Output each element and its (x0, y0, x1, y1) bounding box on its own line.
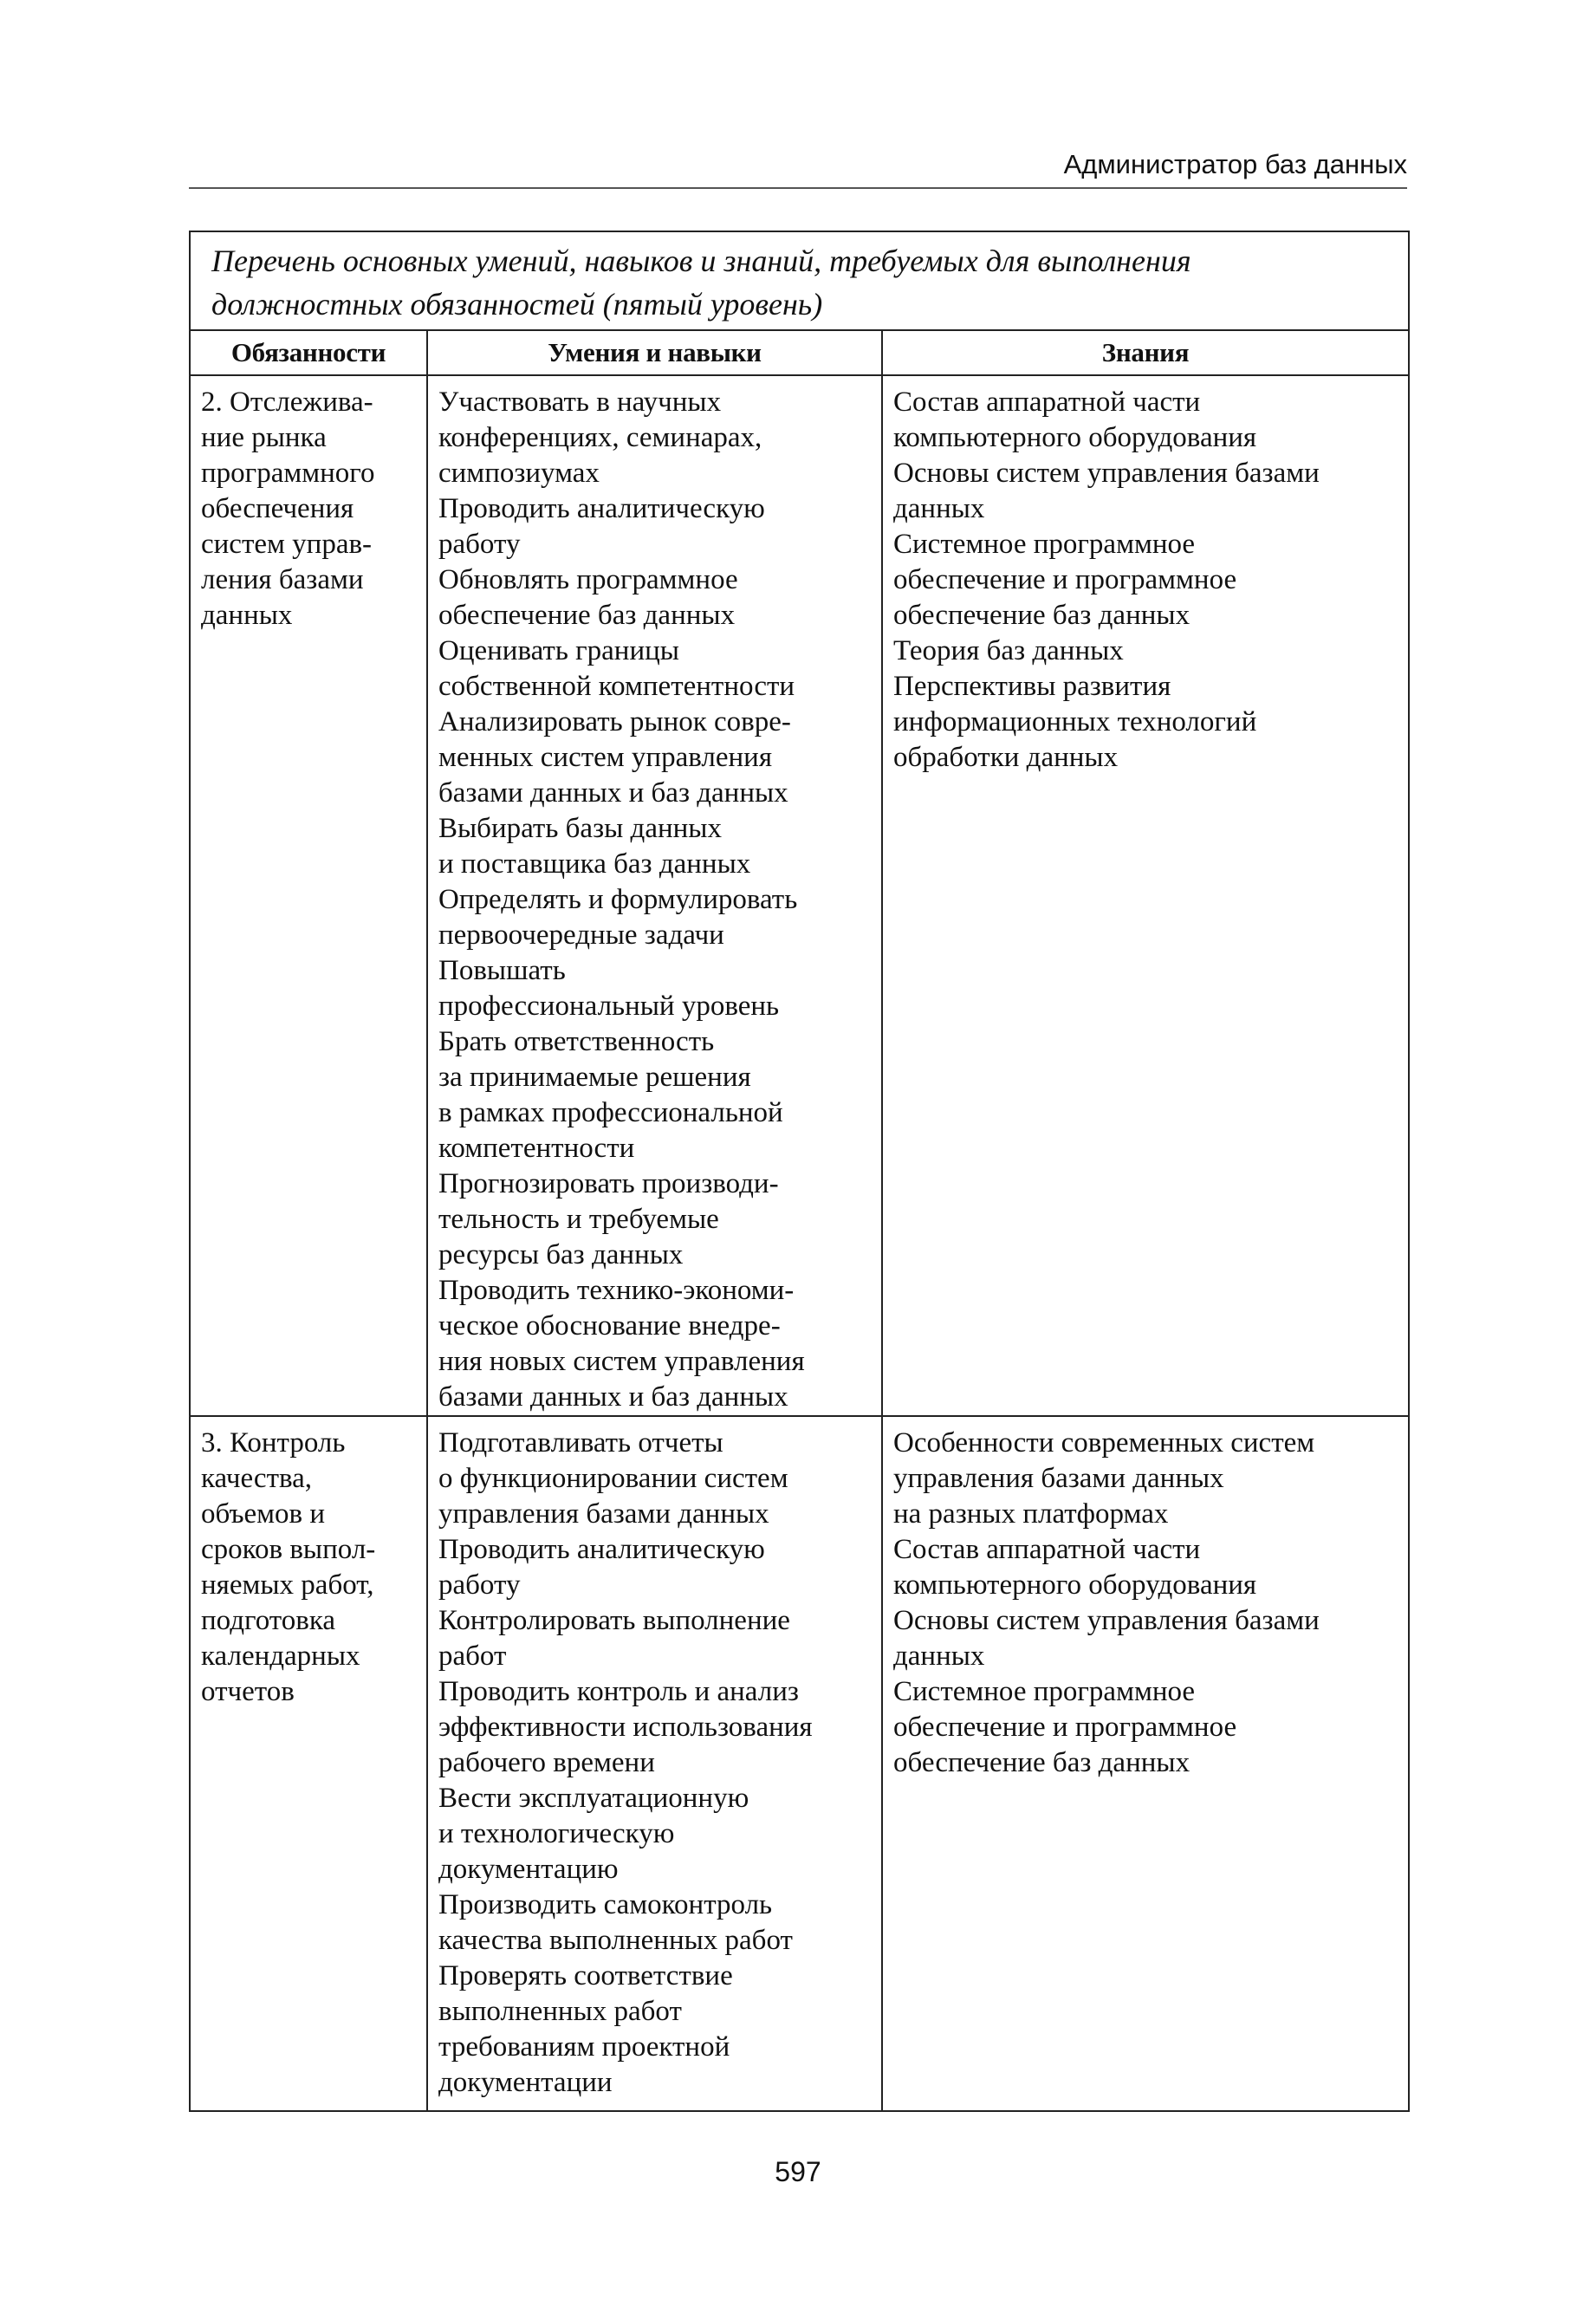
skills-table (189, 231, 1410, 2112)
cell-line: симпозиумах (438, 458, 600, 489)
knowledge-cell (882, 375, 1409, 1416)
cell-line: няемых работ, (201, 1569, 374, 1601)
cell-line: ния новых систем управления (438, 1346, 805, 1377)
table-header-row (190, 330, 1409, 375)
cell-line: компетентности (438, 1133, 635, 1164)
cell-line: документацию (438, 1854, 619, 1885)
cell-line: Брать ответственность (438, 1026, 715, 1057)
page-number: 597 (775, 2156, 821, 2187)
table-caption (190, 231, 1409, 330)
cell-line: Подготавливать отчеты (438, 1427, 723, 1459)
cell-line: Проводить контроль и анализ (438, 1676, 799, 1707)
cell-line: эффективности использования (438, 1712, 813, 1743)
skills-cell (427, 375, 882, 1416)
cell-line: Перспективы развития (893, 671, 1171, 702)
cell-line: менных систем управления (438, 742, 772, 773)
cell-line: систем управ- (201, 529, 373, 560)
cell-line: Участвовать в научных (438, 387, 722, 418)
cell-line: Проводить технико-экономи- (438, 1275, 795, 1306)
cell-line: данных (893, 493, 985, 524)
cell-line: Системное программное (893, 529, 1196, 560)
cell-line: ческое обоснование внедре- (438, 1310, 781, 1342)
column-header-knowledge: Знания (882, 330, 1409, 375)
cell-line: календарных (201, 1641, 360, 1672)
caption-line: должностных обязанностей (пятый уровень) (211, 287, 823, 322)
cell-line: Прогнозировать производи- (438, 1168, 779, 1199)
cell-line: управления базами данных (893, 1463, 1224, 1494)
cell-line: Проверять соответствие (438, 1960, 733, 1991)
cell-line: 2. Отслежива- (201, 387, 373, 418)
cell-line: Контролировать выполнение (438, 1605, 790, 1636)
header-rule (189, 187, 1407, 189)
cell-line: 3. Контроль (201, 1427, 346, 1459)
cell-line: управления базами данных (438, 1498, 769, 1530)
cell-line: сроков выпол- (201, 1534, 376, 1565)
duty-cell (190, 1416, 427, 2111)
cell-line: Обновлять программное (438, 564, 738, 595)
cell-line: и технологическую (438, 1818, 675, 1849)
cell-line: данных (893, 1641, 985, 1672)
table-row (190, 375, 1409, 1416)
cell-line: ние рынка (201, 422, 327, 453)
cell-line: работ (438, 1641, 507, 1672)
cell-line: Проводить аналитическую (438, 493, 765, 524)
table-row (190, 1416, 1409, 2111)
cell-line: обеспечение и программное (893, 564, 1237, 595)
knowledge-cell (882, 1416, 1409, 2111)
cell-line: конференциях, семинарах, (438, 422, 762, 453)
cell-line: Состав аппаратной части (893, 1534, 1201, 1565)
cell-line: рабочего времени (438, 1747, 655, 1778)
cell-line: данных (201, 600, 293, 631)
skills-cell (427, 1416, 882, 2111)
cell-line: качества выполненных работ (438, 1925, 793, 1956)
cell-line: требованиям проектной (438, 2031, 730, 2063)
cell-line: первоочередные задачи (438, 919, 724, 951)
cell-line: обеспечение баз данных (893, 600, 1191, 631)
cell-line: за принимаемые решения (438, 1062, 751, 1093)
cell-line: базами данных и баз данных (438, 1381, 788, 1413)
cell-line: собственной компетентности (438, 671, 795, 702)
column-header-skills: Умения и навыки (427, 330, 882, 375)
running-header: Администратор баз данных (1063, 149, 1407, 179)
cell-line: базами данных и баз данных (438, 777, 788, 809)
cell-line: Системное программное (893, 1676, 1196, 1707)
cell-line: Оценивать границы (438, 635, 679, 666)
cell-line: Анализировать рынок совре- (438, 706, 791, 737)
cell-line: подготовка (201, 1605, 336, 1636)
cell-line: на разных платформах (893, 1498, 1169, 1530)
cell-line: Основы систем управления базами (893, 1605, 1320, 1636)
cell-line: обеспечение и программное (893, 1712, 1237, 1743)
cell-line: Производить самоконтроль (438, 1889, 773, 1920)
cell-line: объемов и (201, 1498, 326, 1530)
cell-line: ления базами (201, 564, 364, 595)
cell-line: Основы систем управления базами (893, 458, 1320, 489)
cell-line: ресурсы баз данных (438, 1239, 684, 1270)
cell-line: информационных технологий (893, 706, 1257, 737)
cell-line: работу (438, 1569, 521, 1601)
cell-line: тельность и требуемые (438, 1204, 719, 1235)
cell-line: Проводить аналитическую (438, 1534, 765, 1565)
cell-line: документации (438, 2067, 613, 2098)
cell-line: работу (438, 529, 521, 560)
duty-cell (190, 375, 427, 1416)
cell-line: компьютерного оборудования (893, 422, 1257, 453)
cell-line: выполненных работ (438, 1996, 682, 2027)
cell-line: обеспечения (201, 493, 354, 524)
caption-line: Перечень основных умений, навыков и знаний, требуемых для выполнения (211, 244, 1191, 278)
table-caption-row (190, 231, 1409, 330)
cell-line: Особенности современных систем (893, 1427, 1315, 1459)
cell-line: Вести эксплуатационную (438, 1783, 749, 1814)
cell-line: отчетов (201, 1676, 295, 1707)
cell-line: качества, (201, 1463, 313, 1494)
cell-line: в рамках профессиональной (438, 1097, 783, 1128)
cell-line: программного (201, 458, 375, 489)
cell-line: Состав аппаратной части (893, 387, 1201, 418)
cell-line: и поставщика баз данных (438, 848, 751, 880)
cell-line: обеспечение баз данных (438, 600, 736, 631)
cell-line: Выбирать базы данных (438, 813, 722, 844)
cell-line: Повышать (438, 955, 566, 986)
cell-line: Теория баз данных (893, 635, 1124, 666)
cell-line: обеспечение баз данных (893, 1747, 1191, 1778)
cell-line: профессиональный уровень (438, 991, 780, 1022)
cell-line: обработки данных (893, 742, 1119, 773)
cell-line: Определять и формулировать (438, 884, 798, 915)
cell-line: компьютерного оборудования (893, 1569, 1257, 1601)
cell-line: о функционировании систем (438, 1463, 788, 1494)
column-header-duties: Обязанности (190, 330, 427, 375)
